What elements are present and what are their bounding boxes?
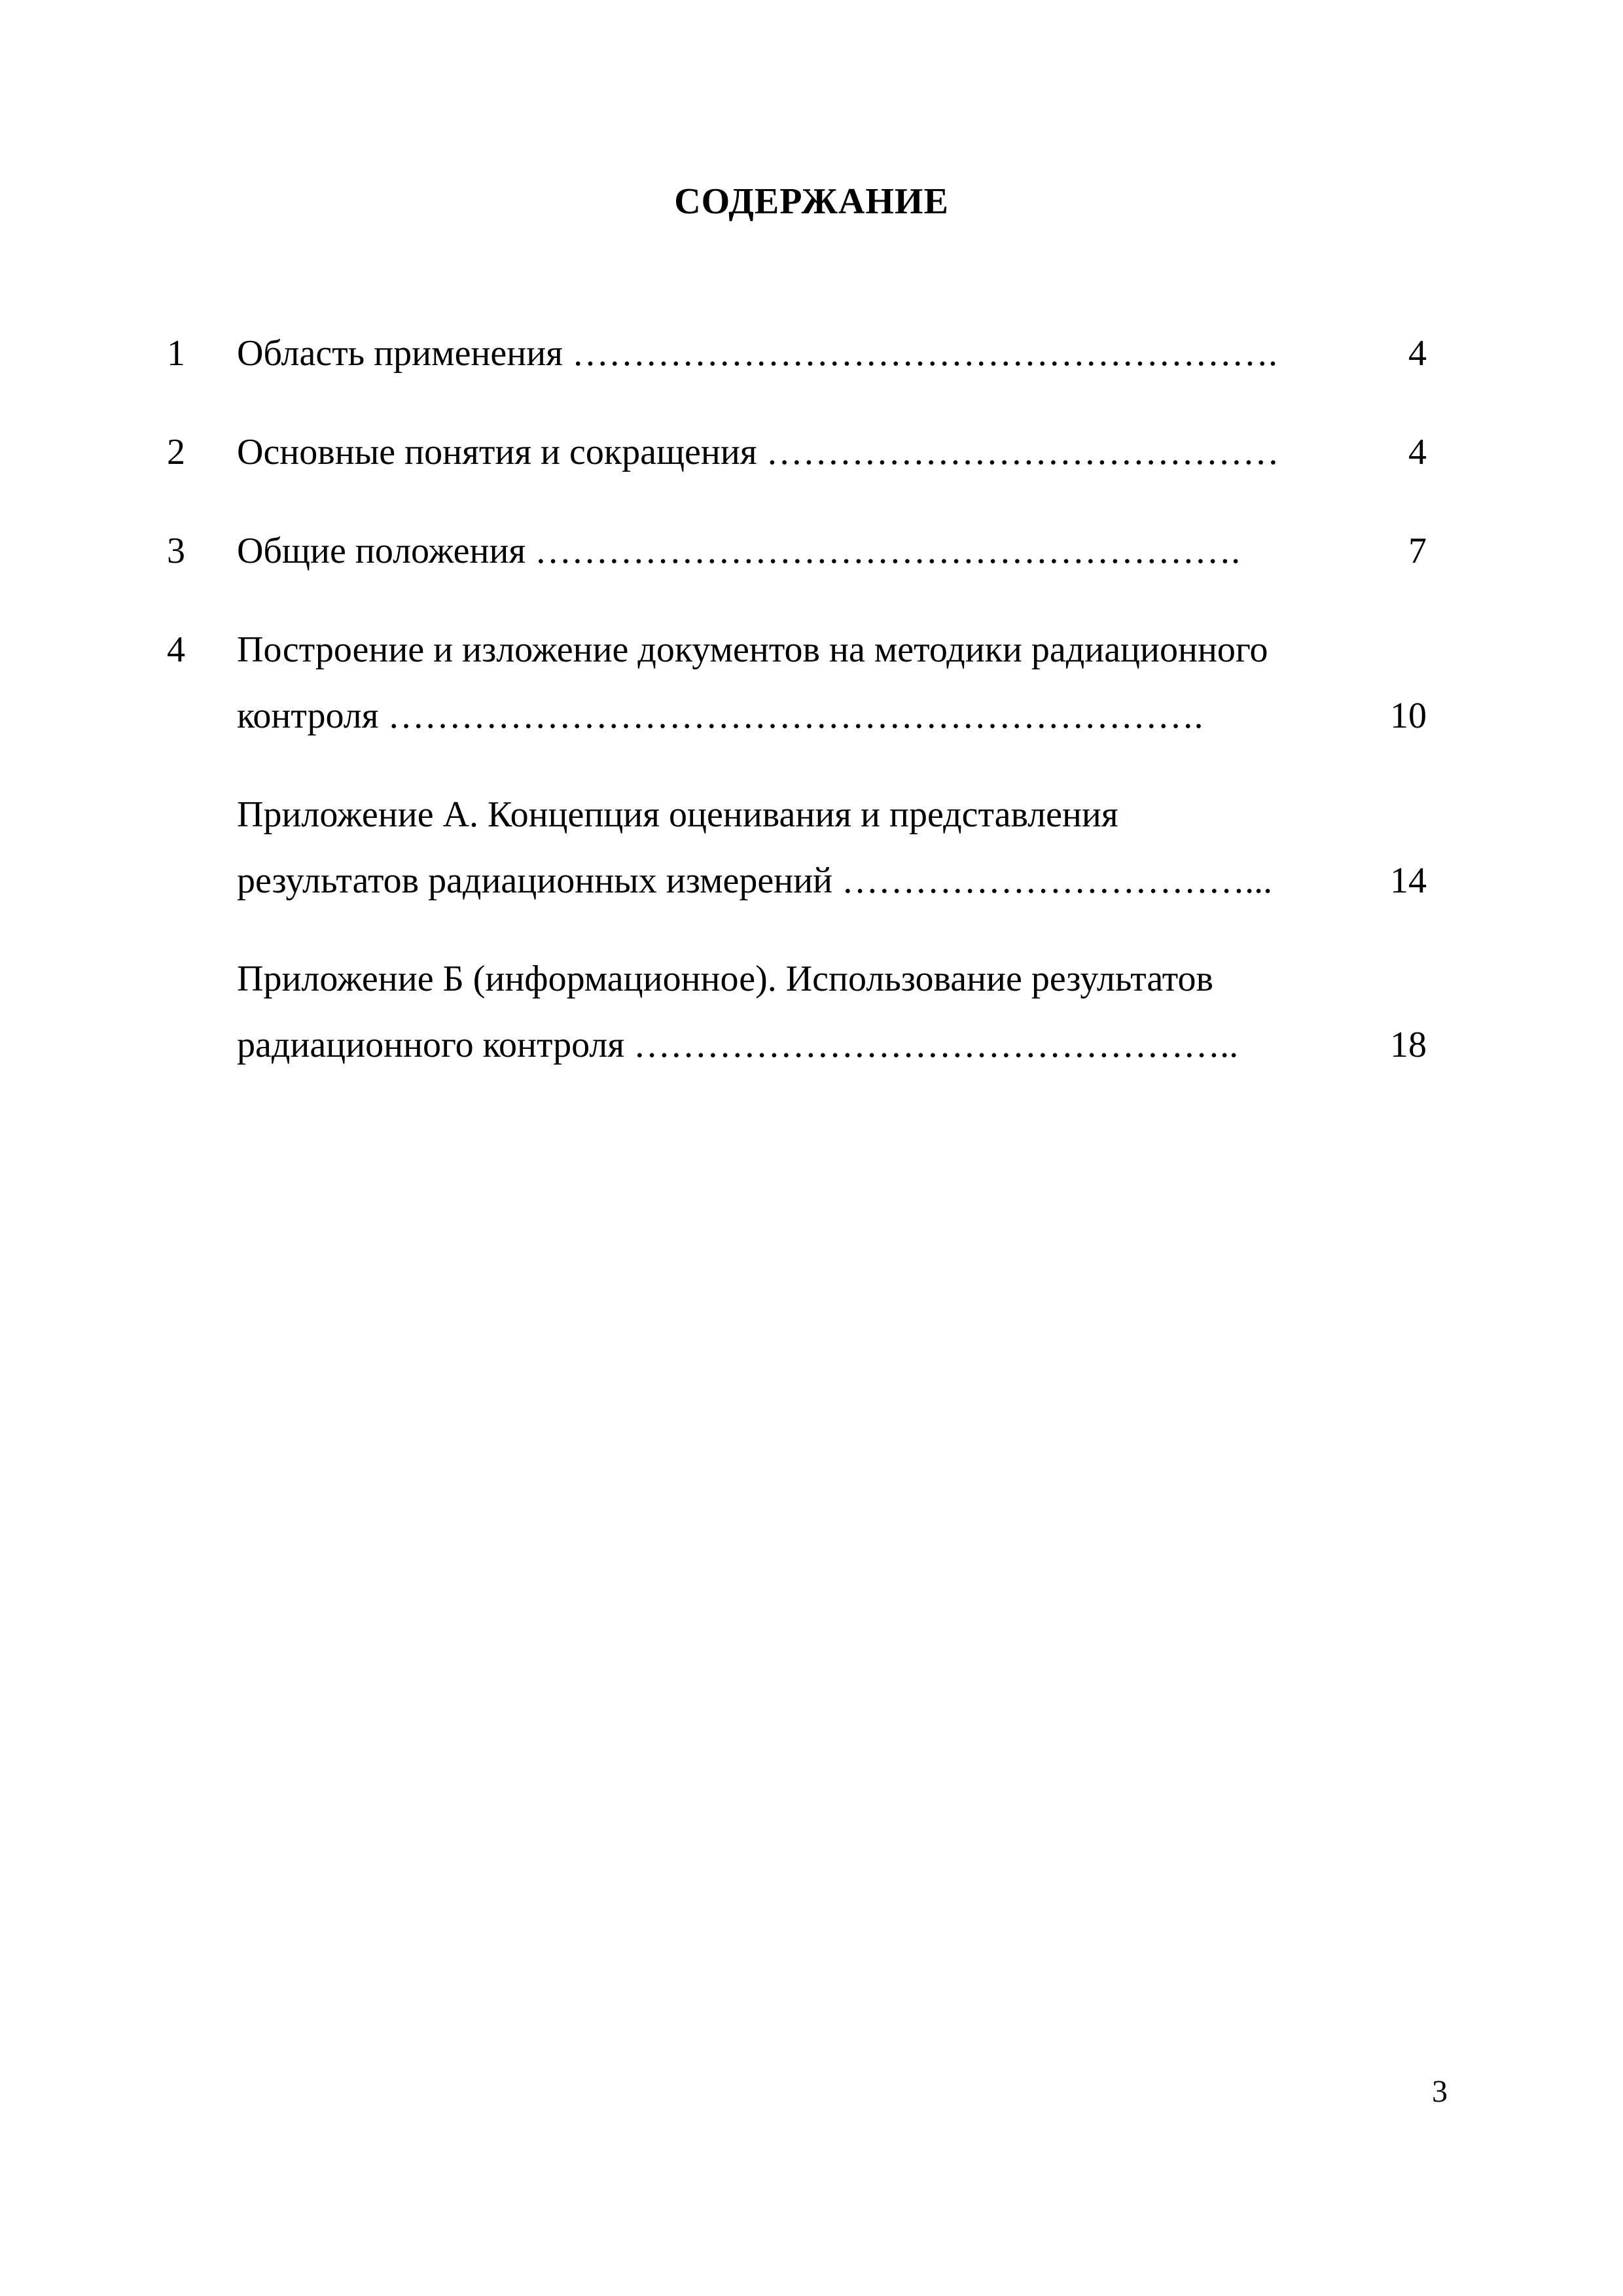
toc-entry-title: Общие положения …………………………………………………. — [237, 531, 1241, 571]
toc-entry-title: Приложение А. Концепция оценивания и представления — [237, 794, 1118, 835]
toc-entry-page: 10 — [1390, 696, 1427, 736]
toc-entry-title-continuation: радиационного контроля ………………………………………….. — [237, 1025, 1239, 1065]
toc-entry-title: Приложение Б (информационное). Использование результатов — [237, 959, 1213, 999]
toc-entry-number: 4 — [167, 629, 185, 670]
toc-entry-page: 4 — [1408, 333, 1427, 374]
toc-entry-title: Основные понятия и сокращения …………………………………… — [237, 432, 1279, 472]
toc-entry-title: Область применения …………………………………………………. — [237, 333, 1277, 374]
toc-entry-number: 2 — [167, 432, 185, 472]
toc-entry-page: 18 — [1390, 1025, 1427, 1065]
toc-entry-page: 4 — [1408, 432, 1427, 472]
toc-entry-page: 7 — [1408, 531, 1427, 571]
toc-title: СОДЕРЖАНИЕ — [674, 181, 949, 222]
page-number: 3 — [1432, 2074, 1448, 2109]
toc-entry-title: Построение и изложение документов на методики радиационного — [237, 629, 1268, 670]
toc-entry-number: 1 — [167, 333, 185, 374]
toc-entry-title-continuation: результатов радиационных измерений ……………………………... — [237, 860, 1273, 901]
toc-entry-number: 3 — [167, 531, 185, 571]
toc-entry-title-continuation: контроля …………………………………………………………. — [237, 696, 1204, 736]
toc-entry-page: 14 — [1390, 860, 1427, 901]
